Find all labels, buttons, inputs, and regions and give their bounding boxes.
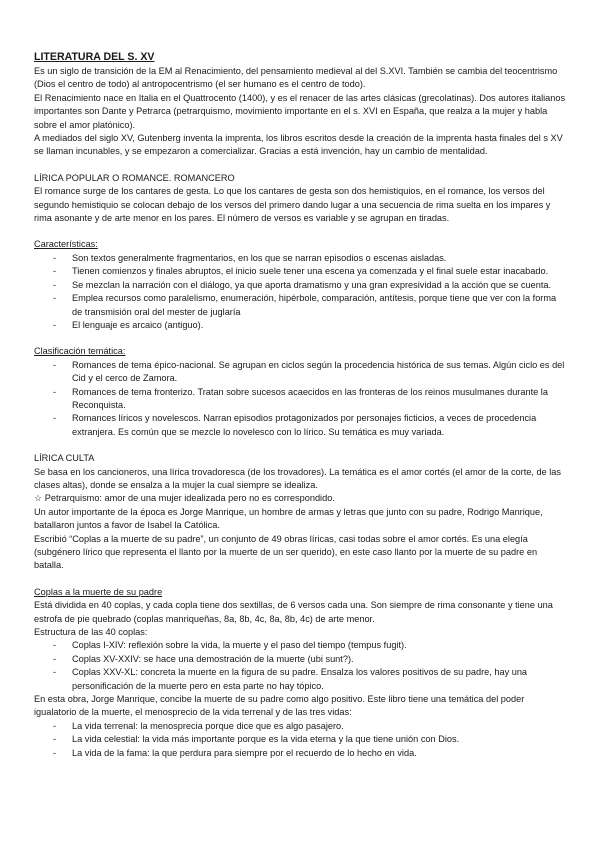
list-item: - Son textos generalmente fragmentarios, en los que se narran episodios o escenas aisladas.: [34, 252, 566, 265]
list-item: - Coplas I-XIV: reflexión sobre la vida, la muerte y el paso del tiempo (tempus fugit).: [34, 639, 566, 652]
list-item: - La vida de la fama: la que perdura para siempre por el recuerdo de lo hecho en vida.: [34, 747, 566, 760]
list-item: - Emplea recursos como paralelismo, enumeración, hipérbole, comparación, antítesis, porque tiene que ver con la forma de transmisión oral del mester de juglaría: [34, 292, 566, 319]
list-item: - Tienen comienzos y finales abruptos, el inicio suele tener una escena ya comenzada y el final suele estar inacabado.: [34, 265, 566, 278]
list-item: - Romances de tema épico-nacional. Se agrupan en ciclos según la procedencia histórica de sus temas. Algún ciclo es del Cid y el cerco de Zamora.: [34, 359, 566, 386]
lirica-culta-paragraph-2: ☆ Petrarquismo: amor de una mujer idealizada pero no es correspondido.: [34, 493, 335, 504]
caracteristicas-list: [34, 252, 566, 332]
coplas-text: Está dividida en 40 coplas, y cada copla tiene dos sextillas, de 6 versos cada una. Son siempre de rima consonante y tiene una estrofa de pie quebrado (coplas manriqueñas, 8a, 8b, 4c, 8a, 8b, 4c) de arte menor.: [34, 600, 553, 624]
list-item: - Se mezclan la narración con el diálogo, ya que aporta dramatismo y una gran expresividad a la acción que se cuenta.: [34, 279, 566, 292]
intro-paragraph-2: El Renacimiento nace en Italia en el Quattrocento (1400), y es el renacer de las artes clásicas (grecolatinas). Dos autores italianos importantes son Dante y Petrarca (petrarquismo, movimiento importante en el s. XVI en España, que realza a la mujer y habla sobre el amor platónico).: [34, 92, 566, 130]
list-item: - La vida terrenal: la menosprecia porque dice que es algo pasajero.: [34, 720, 566, 733]
list-item: - Romances líricos y novelescos. Narran episodios protagonizados por personajes ficticios, a veces de procedencia extranjera. Es común que se mezcle lo novelesco con lo lírico. Su temática es muy variada.: [34, 412, 566, 439]
lirica-popular-heading: LÍRICA POPULAR O ROMANCE. ROMANCERO: [34, 172, 235, 183]
coplas-estructura-list: [34, 639, 566, 693]
coplas-conclusion: En esta obra, Jorge Manrique, concibe la muerte de su padre como algo positivo. Este libro tiene una temática del poder igualatorio de la muerte, el menosprecio de la vida terrenal y de las tres vidas:: [34, 694, 525, 718]
list-item: - Coplas XV-XXIV: se hace una demostración de la muerte (ubi sunt?).: [34, 653, 566, 666]
clasificacion-heading: Clasificación temática:: [34, 346, 126, 357]
lirica-culta-paragraph-4: Escribió “Coplas a la muerte de su padre”, un conjunto de 49 obras líricas, casi todas sobre el amor cortés. Es una elegía (subgénero lírico que representa el llanto por la muerte de un ser querido), en este caso llanto por la muerte de su padre en batalla.: [34, 533, 538, 571]
lirica-culta-paragraph-1: Se basa en los cancioneros, una lírica trovadoresca (de los trovadores). La temática es el amor cortés (el amor de la corte, de las clases altas), donde se ensalza a la mujer la cual siempre se idealiza.: [34, 466, 562, 490]
list-item: - Romances de tema fronterizo. Tratan sobre sucesos acaecidos en las fronteras de los reinos musulmanes durante la Reconquista.: [34, 386, 566, 413]
list-item: - El lenguaje es arcaico (antiguo).: [34, 319, 566, 332]
clasificacion-list: [34, 359, 566, 439]
lirica-culta-paragraph-3: Un autor importante de la época es Jorge Manrique, un hombre de armas y letras que junto con su padre, Rodrigo Manrique, batallaron juntos a favor de Isabel la Católica.: [34, 506, 543, 531]
intro-paragraph-3: A mediados del siglo XV, Gutenberg inventa la imprenta, los libros escritos desde la creación de la imprenta hasta finales del s XV se llaman incunables, y se empezaron a comercializar. Gracias a está invención, hay un cambio de mentalidad.: [34, 133, 563, 157]
intro-paragraph-1: Es un siglo de transición de la EM al Renacimiento, del pensamiento medieval al del S.XVI. También se cambia del teocentrismo (Dios el centro de todo) al antropocentrismo (el ser humano es el centro de todo).: [34, 66, 558, 90]
document-title: LITERATURA DEL S. XV: [34, 51, 155, 63]
lirica-culta-heading: LÍRICA CULTA: [34, 453, 95, 464]
caracteristicas-heading: Características:: [34, 239, 98, 250]
coplas-heading: Coplas a la muerte de su padre: [34, 586, 163, 597]
coplas-estructura-label: Estructura de las 40 coplas:: [34, 627, 148, 638]
lirica-popular-text: El romance surge de los cantares de gesta. Lo que los cantares de gesta son dos hemistiquios, en el romance, los versos del segundo hemistiquio se colocan debajo de los versos del primero dando lugar a una secuencia de rima suelta en los impares y rima asonante y de arte menor en los pares. El número de versos es variable y se agrupan en tiradas.: [34, 186, 551, 224]
list-item: - Coplas XXV-XL: concreta la muerte en la figura de su padre. Ensalza los valores positivos de su padre, hay una personificación de la muerte pero en esta parte no hay tópico.: [34, 666, 566, 693]
list-item: - La vida celestial: la vida más importante porque es la vida eterna y la que tiene unión con Dios.: [34, 733, 566, 746]
coplas-vidas-list: [34, 720, 566, 760]
